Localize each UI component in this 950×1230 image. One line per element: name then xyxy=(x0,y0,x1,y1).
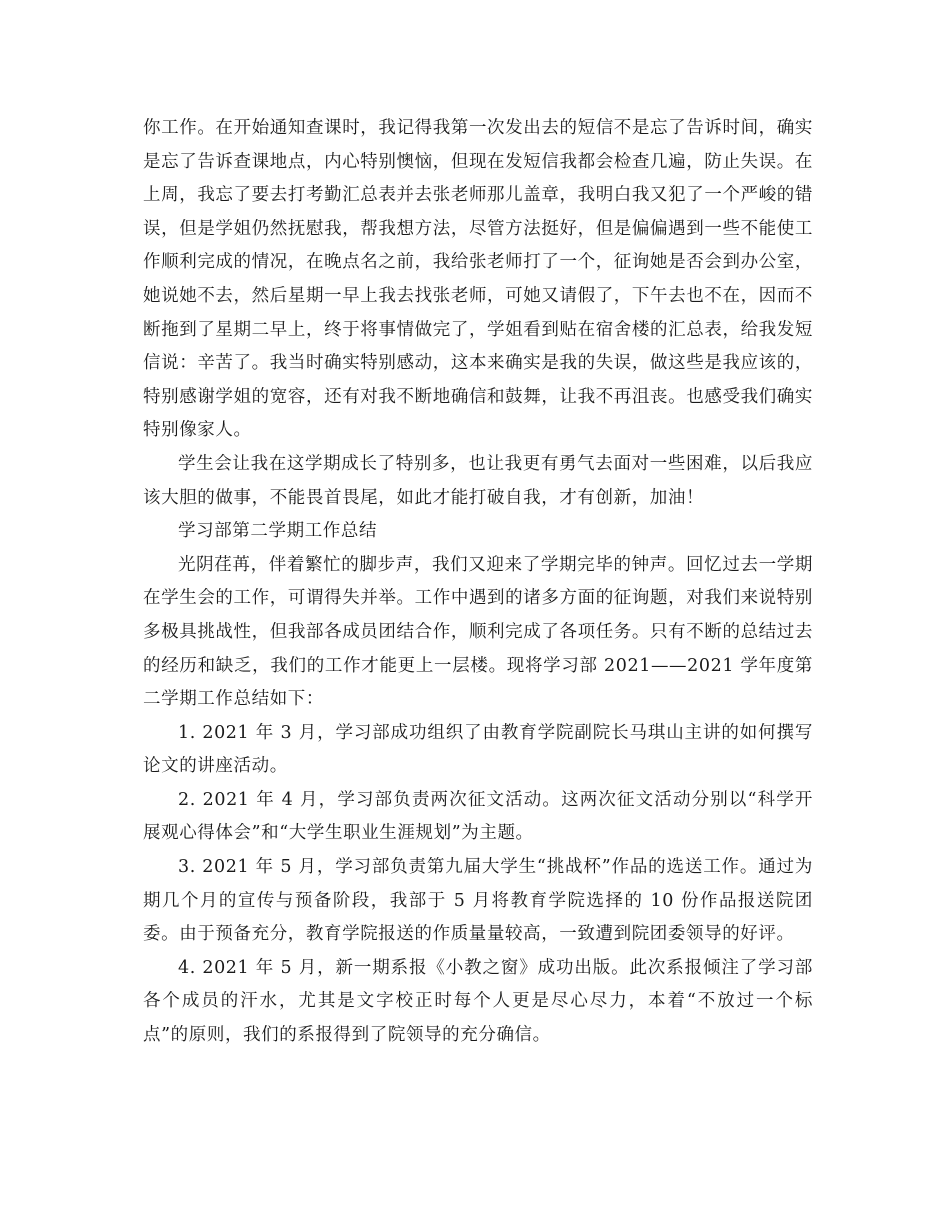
list-item: 4. 2021 年 5 月，新一期系报《小教之窗》成功出版。此次系报倾注了学习部各个成员的汗水，尤其是文字校正时每个人更是尽心尽力，本着“不放过一个标点”的原则，我们的系报得到了院领导的充分确信。 xyxy=(143,957,813,1046)
paragraph-intro: 光阴荏苒，伴着繁忙的脚步声，我们又迎来了学期完毕的钟声。回忆过去一学期在学生会的工作，可谓得失并举。工作中遇到的诸多方面的征询题，对我们来说特别多极具挑战性，但我部各成员团结合作，顺利完成了各项任务。只有不断的总结过去的经历和缺乏，我们的工作才能更上一层楼。现将学习部 2021——2021 学年度第二学期工作总结如下： xyxy=(143,554,813,710)
paragraph-reflection: 学生会让我在这学期成长了特别多，也让我更有勇气去面对一些困难，以后我应该大胆的做事，不能畏首畏尾，如此才能打破自我，才有创新，加油！ xyxy=(143,453,813,508)
paragraph-continuation: 你工作。在开始通知查课时，我记得我第一次发出去的短信不是忘了告诉时间，确实是忘了告诉查课地点，内心特别懊恼，但现在发短信我都会检查几遍，防止失误。在上周，我忘了要去打考勤汇总表并去张老师那儿盖章，我明白我又犯了一个严峻的错误，但是学姐仍然抚慰我，帮我想方法，尽管方法挺好，但是偏偏遇到一些不能使工作顺利完成的情况，在晚点名之前，我给张老师打了一个，征询她是否会到办公室，她说她不去，然后星期一早上我去找张老师，可她又请假了，下午去也不在，因而不断拖到了星期二早上，终于将事情做完了，学姐看到贴在宿舍楼的汇总表，给我发短信说：辛苦了。我当时确实特别感动，这本来确实是我的失误，做这些是我应该的，特别感谢学姐的宽容，还有对我不断地确信和鼓舞，让我不再沮丧。也感受我们确实特别像家人。 xyxy=(143,118,813,441)
list-item: 3. 2021 年 5 月，学习部负责第九届大学生“挑战杯”作品的选送工作。通过为期几个月的宣传与预备阶段，我部于 5 月将教育学院选择的 10 份作品报送院团委。由于预备充分，教育学院报送的作质量量较高，一致遭到院团委领导的好评。 xyxy=(143,857,813,945)
list-item: 1. 2021 年 3 月，学习部成功组织了由教育学院副院长马琪山主讲的如何撰写论文的讲座活动。 xyxy=(143,722,813,777)
list-item: 2. 2021 年 4 月，学习部负责两次征文活动。这两次征文活动分别以“科学开展观心得体会”和“大学生职业生涯规划”为主题。 xyxy=(143,789,813,844)
document-body xyxy=(143,112,813,1053)
section-heading: 学习部第二学期工作总结 xyxy=(178,521,378,542)
